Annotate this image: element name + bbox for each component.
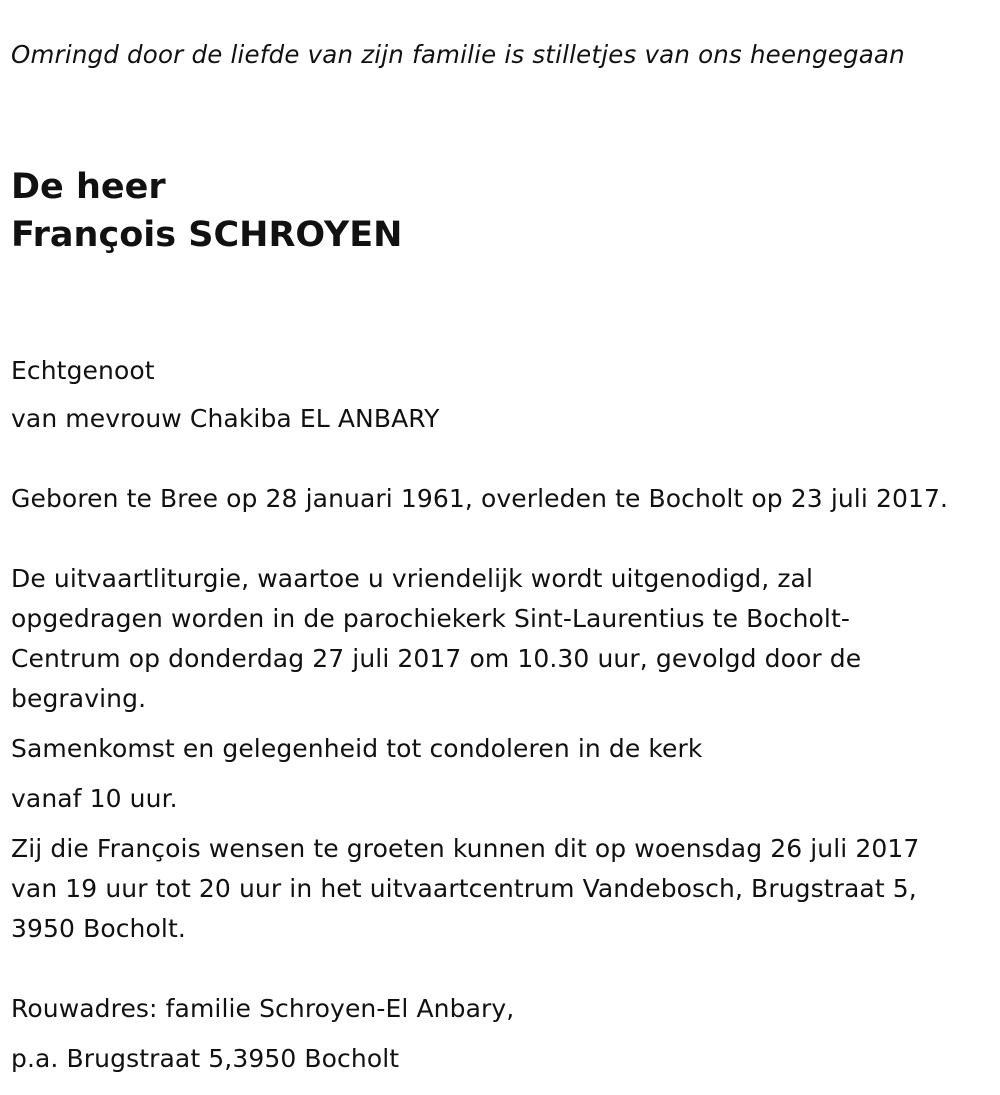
mourning-address-line-1: Rouwadres: familie Schroyen-El Anbary, xyxy=(11,994,515,1023)
liturgy-line: opgedragen worden in de parochiekerk Sint-Laurentius te Bocholt- xyxy=(11,604,851,633)
liturgy-line: De uitvaartliturgie, waartoe u vriendelijk wordt uitgenodigd, zal xyxy=(11,564,814,593)
relation-label: Echtgenoot xyxy=(11,356,155,385)
mourning-address-line-2: p.a. Brugstraat 5,3950 Bocholt xyxy=(11,1044,400,1073)
gathering-line-1: Samenkomst en gelegenheid tot condoleren in de kerk xyxy=(11,734,703,763)
deceased-name-block xyxy=(11,163,402,259)
birth-death-text: Geboren te Bree op 28 januari 1961, overleden te Bocholt op 23 juli 2017. xyxy=(11,484,949,513)
liturgy-line: Centrum op donderdag 27 juli 2017 om 10.30 uur, gevolgd door de xyxy=(11,644,862,673)
visitation-paragraph xyxy=(11,829,986,949)
gathering-line-2: vanaf 10 uur. xyxy=(11,784,178,813)
liturgy-line: begraving. xyxy=(11,684,147,713)
liturgy-paragraph xyxy=(11,559,986,719)
visitation-line: Zij die François wensen te groeten kunnen dit op woensdag 26 juli 2017 xyxy=(11,834,920,863)
spouse-name: van mevrouw Chakiba EL ANBARY xyxy=(11,404,440,433)
deceased-title: De heer xyxy=(11,167,166,207)
visitation-line: van 19 uur tot 20 uur in het uitvaartcentrum Vandebosch, Brugstraat 5, xyxy=(11,874,917,903)
intro-text: Omringd door de liefde van zijn familie is stilletjes van ons heengegaan xyxy=(11,40,905,69)
visitation-line: 3950 Bocholt. xyxy=(11,914,186,943)
deceased-name: François SCHROYEN xyxy=(11,215,403,255)
